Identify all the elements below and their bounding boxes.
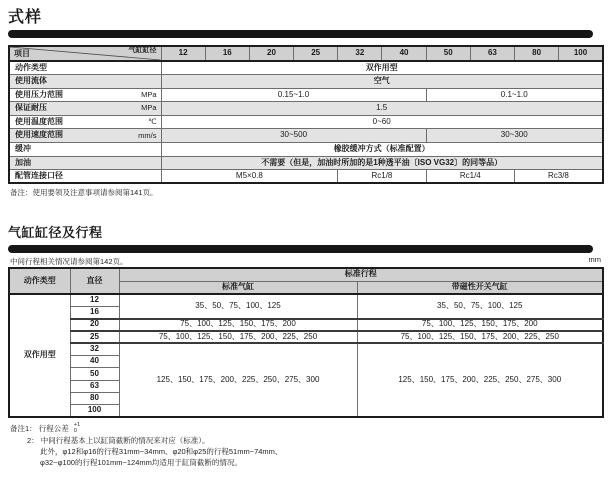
spec-value-cell: 空气 [161,75,603,89]
diameter-cell: 100 [70,405,119,417]
spec-value-cell: 30~300 [426,129,603,143]
tolerance-lower: 0 [73,428,77,435]
table-row [9,61,603,75]
table-row [9,170,603,184]
footnote-2 [10,435,282,446]
stroke-reference-note: 中间行程相关情况请参阅第142页。 [10,257,128,266]
table-row [9,88,603,102]
spec-row-label: 缓冲 [9,143,161,157]
footnote-2-continued: 此外，φ12和φ16的行程31mm~34mm、φ20和φ25的行程51mm~74mm、 [40,447,283,457]
footnote-2-label: 2： [27,435,39,445]
diameter-cell: 16 [70,306,119,318]
unit-label: MPa [141,89,157,99]
diameter-cell: 80 [70,392,119,404]
diameter-cell: 25 [70,331,119,343]
tolerance-upper: +1 [73,422,81,429]
spec-row-label: 使用流体 [9,75,161,89]
spec-value-cell: Rc3/8 [515,170,603,184]
stroke-header-row [9,268,603,281]
specifications-table [8,45,604,184]
spec-row-label: 保证耐压 MPa [9,102,161,116]
spec-value-cell: 0.1~1.0 [426,88,603,102]
spec-value-cell: Rc1/4 [426,170,514,184]
table-row [9,294,603,306]
section-divider-bar [8,245,593,253]
spec-value-cell: 0.15~1.0 [161,88,426,102]
spec-value-cell: 双作用型 [161,61,603,75]
spec-row-label: 使用速度范围 mm/s [9,129,161,143]
switch-cylinder-header: 带磁性开关气缸 [357,281,603,294]
unit-label: MPa [141,103,157,113]
standard-stroke-header: 标准行程 [119,268,603,281]
action-type-value: 双作用型 [9,294,70,417]
section-title-bore-stroke: 气缸缸径及行程 [8,225,103,240]
spec-row-label: 加油 [9,156,161,170]
spec-row-label: 使用温度范围 ℃ [9,115,161,129]
bore-header: 25 [294,46,338,61]
unit-label: mm/s [138,130,157,140]
standard-cylinder-header: 标准气缸 [119,281,357,294]
stroke-cell-standard: 75、100、125、150、175、200 [119,319,357,331]
stroke-cell-standard: 35、50、75、100、125 [119,294,357,319]
spec-value-cell: M5×0.8 [161,170,338,184]
bore-header: 100 [559,46,603,61]
diameter-cell: 12 [70,294,119,306]
footnote-1 [10,423,282,435]
spec-row-label: 使用压力范围 MPa [9,88,161,102]
footnote-1-label: 备注1： [10,424,37,433]
footnotes [10,423,282,469]
section-title-specifications: 式样 [8,9,43,26]
spec-value-cell: 不需要（但是，加油时所加的是1种透平油〔ISO VG32〕的同等品） [161,156,603,170]
bore-header: 50 [426,46,470,61]
spec-value-cell: 0~60 [161,115,603,129]
stroke-cell-switch: 75、100、125、150、175、200、225、250 [357,331,603,343]
spec-row-label: 配管连接口径 [9,170,161,184]
stroke-cell-switch: 35、50、75、100、125 [357,294,603,319]
table-row [9,75,603,89]
stroke-cell-switch: 125、150、175、200、225、250、275、300 [357,343,603,417]
bore-stroke-table [8,267,604,418]
tolerance-stack [74,423,80,435]
spec-value-cell: 30~500 [161,129,426,143]
spec-table-note: 备注：使用要领及注意事项请参阅第141页。 [10,188,158,197]
stroke-cell-standard: 75、100、125、150、175、200、225、250 [119,331,357,343]
spec-value-cell: 1.5 [161,102,603,116]
diameter-cell: 50 [70,368,119,380]
footnote-2-continued: φ32~φ100的行程101mm~124mm均适用于缸筒截断的情况。 [40,458,242,468]
bore-header: 12 [161,46,205,61]
table-row [9,331,603,343]
spec-value-cell: 橡胶缓冲方式（标准配置） [161,143,603,157]
bore-header: 16 [205,46,249,61]
bore-header: 32 [338,46,382,61]
table-row [9,319,603,331]
table-row [9,129,603,143]
corner-bore-label: 气缸缸径 [128,47,157,54]
spec-value-cell: Rc1/8 [338,170,426,184]
spec-header-row [9,46,603,61]
table-row [9,343,603,355]
unit-label-mm: mm [588,255,601,264]
table-row [9,143,603,157]
diameter-cell: 32 [70,343,119,355]
diameter-header: 直径 [70,268,119,294]
stroke-cell-switch: 75、100、125、150、175、200 [357,319,603,331]
footnote-1-text: 行程公差 [38,424,69,433]
section-divider-bar [8,30,593,38]
bore-header: 40 [382,46,426,61]
table-row [9,115,603,129]
diagonal-header-cell [9,46,161,61]
diameter-cell: 20 [70,319,119,331]
bore-header: 80 [515,46,559,61]
unit-label: ℃ [148,117,157,127]
diameter-cell: 63 [70,380,119,392]
table-row [9,156,603,170]
action-type-header: 动作类型 [9,268,70,294]
stroke-cell-standard: 125、150、175、200、225、250、275、300 [119,343,357,417]
footnote-2-text: 中间行程基本上以缸筒截断的情况来对应（标准）。 [40,435,210,445]
spec-row-label: 动作类型 [9,61,161,75]
corner-item-label: 项目 [14,49,30,59]
bore-header: 20 [249,46,293,61]
diameter-cell: 40 [70,355,119,367]
bore-header: 63 [470,46,514,61]
table-row [9,102,603,116]
